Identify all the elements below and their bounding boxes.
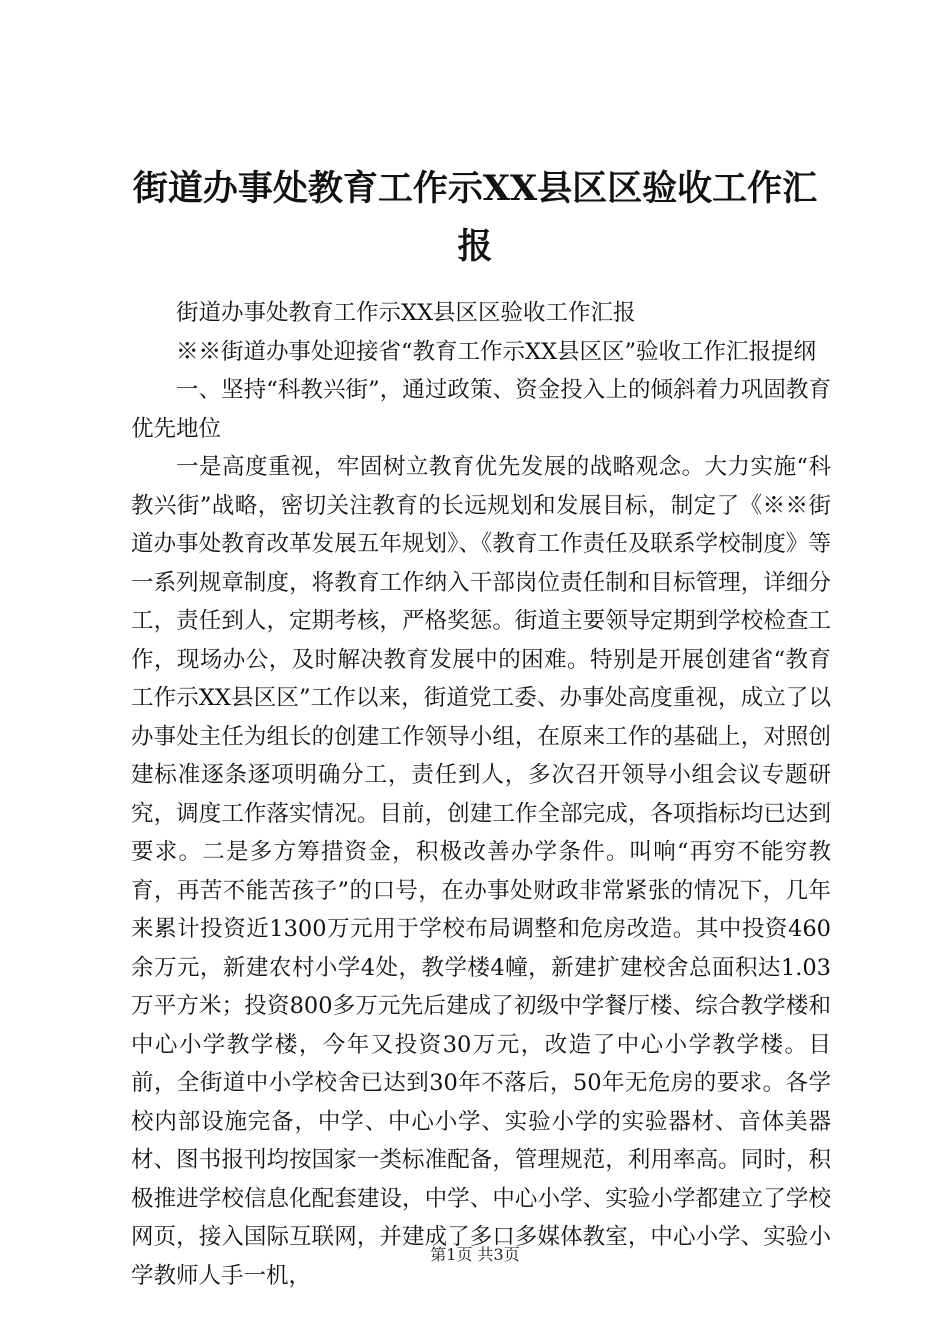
paragraph: 一、坚持“科教兴街”，通过政策、资金投入上的倾斜着力巩固教育优先地位 [131, 377, 831, 442]
paragraph: ※※街道办事处迎接省“教育工作示XX县区区”验收工作汇报提纲 [176, 338, 817, 365]
paragraph: 街道办事处教育工作示XX县区区验收工作汇报 [176, 300, 636, 326]
paragraph: 一是高度重视，牢固树立教育优先发展的战略观念。大力实施“科教兴街”战略，密切关注教育的长远规划和发展目标，制定了《※※街道办事处教育改革发展五年规划》、《教育工作责任及联系学校制度》等一系列规章制度，将教育工作纳入干部岗位责任制和目标管理，详细分工，责任到人，定期考核，严格奖惩。街道主要领导定期到学校检查工作，现场办公，及时解决教育发展中的困难。特别是开展创建省“教育工作示XX县区区”工作以来，街道党工委、办事处高度重视，成立了以办事处主任为组长的创建工作领导小组，在原来工作的基础上，对照创建标准逐条逐项明确分工，责任到人，多次召开领导小组会议专题研究，调度工作落实情况。目前，创建工作全部完成，各项指标均已达到要求。二是多方筹措资金，积极改善办学条件。叫响“再穷不能穷教育，再苦不能苦孩子”的口号，在办事处财政非常紧张的情况下，几年来累计投资近1300万元用于学校布局调整和危房改造。其中投资460余万元，新建农村小学4处，教学楼4幢，新建扩建校舍总面积达1.03万平方米；投资800多万元先后建成了初级中学餐厅楼、综合教学楼和中心小学教学楼，今年又投资30万元，改造了中心小学教学楼。目前，全街道中小学校舍已达到30年不落后，50年无危房的要求。各学校内部设施完备，中学、中心小学、实验小学的实验器材、音体美器材、图书报刊均按国家一类标准配备，管理规范，利用率高。同时，积极推进学校信息化配套建设，中学、中心小学、实验小学都建立了学校网页，接入国际互联网，并建成了多口多媒体教室，中心小学、实验小学教师人手一机， [131, 454, 831, 1289]
page-footer: 第1页 共3页 [430, 1245, 520, 1264]
document-body [131, 294, 831, 1295]
document-title: 街道办事处教育工作示XX县区区验收工作汇报 [132, 168, 818, 267]
